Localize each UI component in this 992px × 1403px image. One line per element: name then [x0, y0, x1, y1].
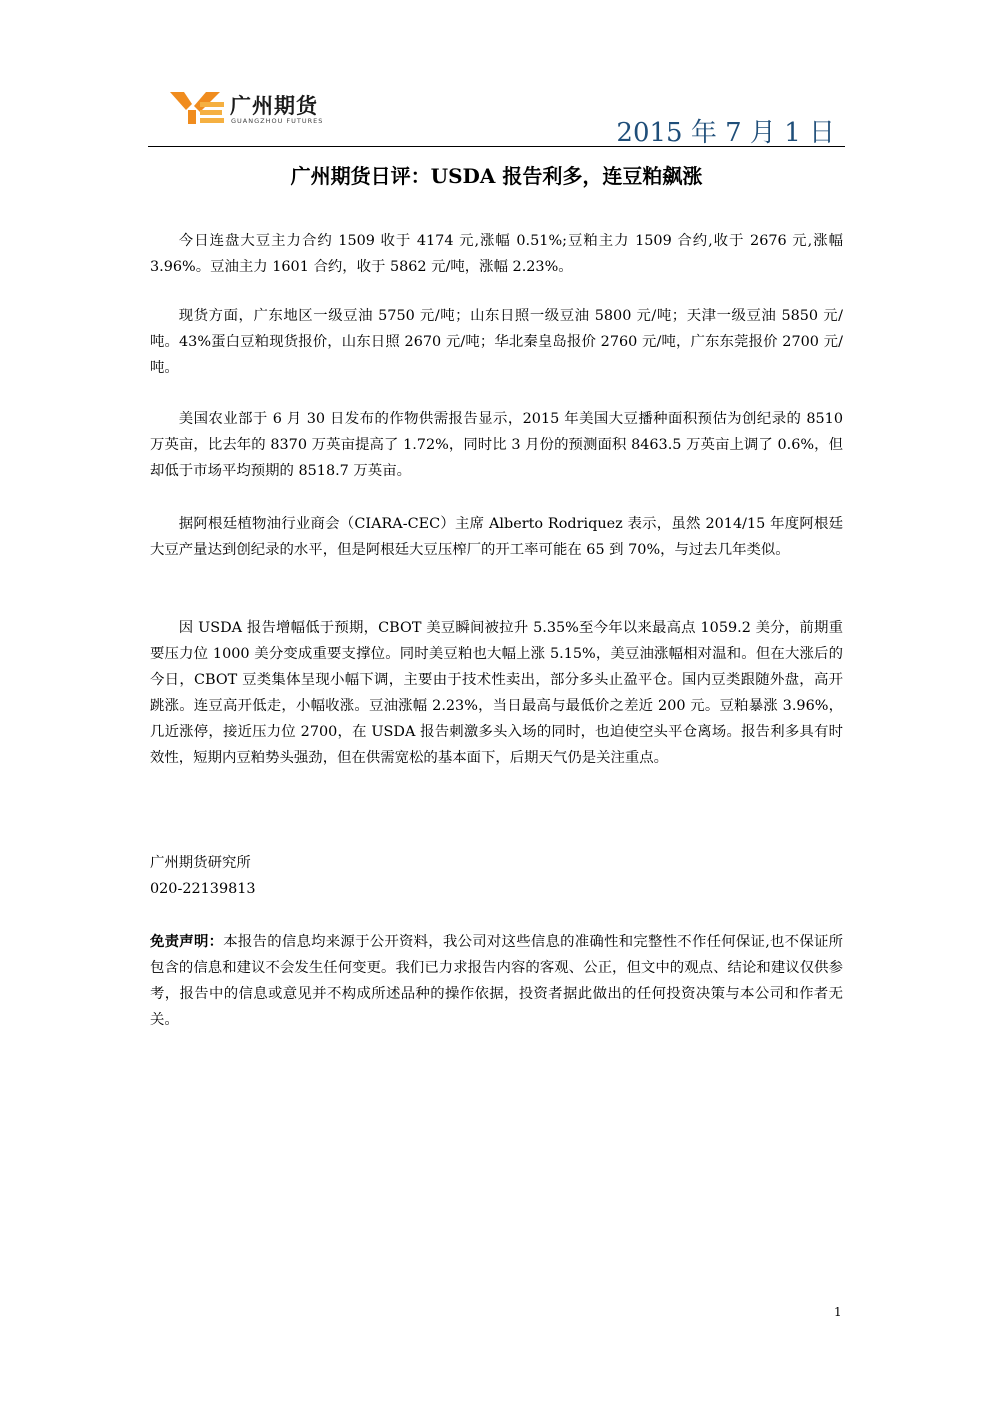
- paragraph-argentina: 据阿根廷植物油行业商会（CIARA-CEC）主席 Alberto Rodriquez 表示，虽然 2014/15 年度阿根廷大豆产量达到创纪录的水平，但是阿根廷大豆压榨厂的开工率可能在 65 到 70%，与过去几年类似。: [150, 516, 843, 558]
- disclaimer: [150, 929, 843, 1033]
- institute-phone: 020-22139813: [150, 881, 256, 897]
- page-number: 1: [834, 1305, 842, 1319]
- paragraph-usda-acreage: 美国农业部于 6 月 30 日发布的作物供需报告显示，2015 年美国大豆播种面积预估为创纪录的 8510 万英亩，比去年的 8370 万英亩提高了 1.72%，同时比 3 月份的预测面积 8463.5 万英亩上调了 0.6%，但却低于市场平均预期的 8518.7 万英亩。: [150, 411, 843, 479]
- paragraph-market-close: 今日连盘大豆主力合约 1509 收于 4174 元,涨幅 0.51%;豆粕主力 1509 合约,收于 2676 元,涨幅 3.96%。豆油主力 1601 合约，收于 5862 元/吨，涨幅 2.23%。: [150, 233, 843, 275]
- paragraph-analysis: 因 USDA 报告增幅低于预期，CBOT 美豆瞬间被拉升 5.35%至今年以来最高点 1059.2 美分，前期重要压力位 1000 美分变成重要支撑位。同时美豆粕也大幅上涨 5.15%，美豆油涨幅相对温和。但在大涨后的今日，CBOT 豆类集体呈现小幅下调，主要由于技术性卖出，部分多头止盈平仓。国内豆类跟随外盘，高开跳涨。连豆高开低走，小幅收涨。豆油涨幅 2.23%，当日最高与最低价之差近 200 元。豆粕暴涨 3.96%，几近涨停，接近压力位 2700，在 USDA 报告刺激多头入场的同时，也迫使空头平仓离场。报告利多具有时效性，短期内豆粕势头强劲，但在供需宽松的基本面下，后期天气仍是关注重点。: [150, 620, 843, 766]
- disclaimer-label: 免责声明：: [150, 933, 224, 950]
- institute-name: 广州期货研究所: [150, 855, 251, 871]
- header-divider: [148, 146, 845, 147]
- disclaimer-text: 本报告的信息均来源于公开资料，我公司对这些信息的准确性和完整性不作任何保证,也不保证所包含的信息和建议不会发生任何变更。我们已力求报告内容的客观、公正，但文中的观点、结论和建议仅供参考，报告中的信息或意见并不构成所述品种的操作依据，投资者据此做出的任何投资决策与本公司和作者无关。: [150, 934, 843, 1028]
- company-logo: [170, 90, 360, 130]
- company-logo-icon: [170, 90, 224, 126]
- logo-english-name: GUANGZHOU FUTURES: [231, 117, 324, 125]
- page-title: 广州期货日评：USDA 报告利多，连豆粕飙涨: [290, 164, 703, 188]
- report-date: 2015 年 7 月 1 日: [616, 118, 835, 148]
- paragraph-spot-prices: 现货方面，广东地区一级豆油 5750 元/吨；山东日照一级豆油 5800 元/吨；天津一级豆油 5850 元/吨。43%蛋白豆粕现货报价，山东日照 2670 元/吨；华北秦皇岛报价 2760 元/吨，广东东莞报价 2700 元/吨。: [150, 308, 843, 376]
- logo-chinese-name: 广州期货: [230, 94, 318, 118]
- author-block: [150, 850, 256, 902]
